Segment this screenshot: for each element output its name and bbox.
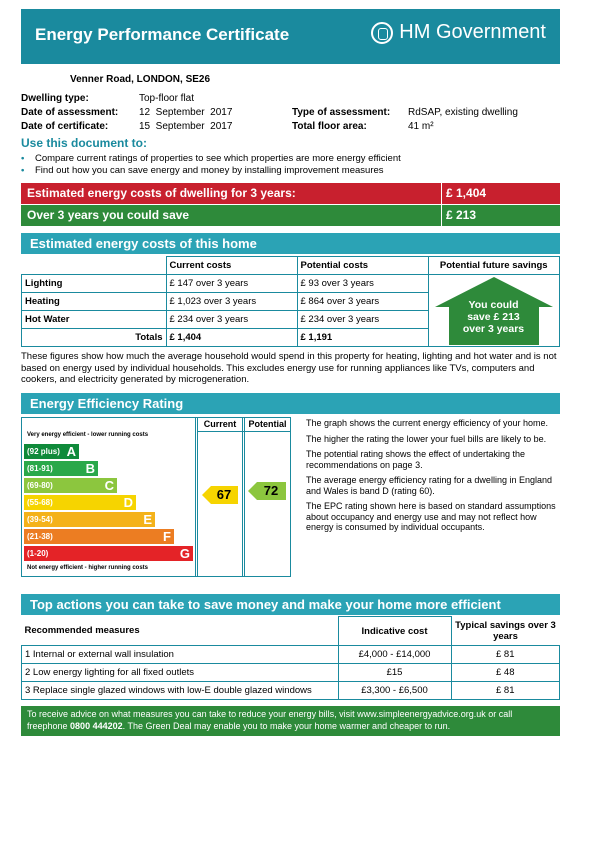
savings-arrow-text: You could save £ 213 over 3 years [462,299,525,335]
measure: 3 Replace single glazed windows with low-E double glazed windows [22,682,339,700]
actions-table [21,616,560,700]
inefficient-note: Not energy efficient - higher running costs [27,565,149,571]
government-label: HM Government [399,21,546,43]
use-document-heading: Use this document to: [21,136,148,150]
efficient-note: Very energy efficient - lower running costs [27,432,149,438]
costs-note: These figures show how much the average household would spend in this property for heating, lighting and hot water and is not based on energy used by individual households. This excludes energy use for running appliances like TVs, computers and cookers, and electricity generated by microgeneration. [21,351,557,385]
row-label: Hot Water [22,311,167,329]
actions-heading: Top actions you can take to save money and make your home more efficient [21,594,560,615]
band-c: (69-80) C [24,478,117,493]
potential-cost: £ 93 over 3 years [297,275,428,293]
floor-area-label: Total floor area: [292,121,367,132]
col-current-costs: Current costs [166,257,297,275]
explanation-paragraph: The EPC rating shown here is based on standard assumptions about occupancy and energy use and may not reflect how energy is consumed by individual occupants. [306,501,556,532]
typical-saving: £ 81 [451,682,560,700]
savings-arrow-cell [428,275,560,347]
measure: 1 Internal or external wall insulation [22,646,339,664]
row-label: Heating [22,293,167,311]
band-a: (92 plus) A [24,444,79,459]
table-row [22,646,560,664]
indicative-cost: £3,300 - £6,500 [338,682,451,700]
freephone-number[interactable]: 0800 444202 [70,720,123,731]
type-assessment-value: RdSAP, existing dwelling [408,107,518,118]
use-document-list [21,153,561,177]
date-certificate-label: Date of certificate: [21,121,109,132]
dwelling-type-label: Dwelling type: [21,93,89,104]
type-assessment-label: Type of assessment: [292,107,391,118]
savings-value: £ 213 [442,205,560,226]
date-assessment-value: 12 September 2017 [139,107,233,118]
col-potential-rating: Potential [248,419,287,429]
current-cost: £ 147 over 3 years [166,275,297,293]
certificate-title: Energy Performance Certificate [35,25,290,44]
savings-label: Over 3 years you could save [21,205,441,226]
band-g: (1-20) G [24,546,193,561]
efficiency-heading: Energy Efficiency Rating [21,393,560,414]
costs-heading: Estimated energy costs of this home [21,233,560,254]
costs-table [21,256,560,347]
list-item: • Find out how you can save energy and money by installing improvement measures [21,165,561,177]
band-b: (81-91) B [24,461,98,476]
potential-cost: £ 864 over 3 years [297,293,428,311]
measure: 2 Low energy lighting for all fixed outlets [22,664,339,682]
page-header [21,9,560,64]
table-row [22,664,560,682]
estimated-cost-label: Estimated energy costs of dwelling for 3 years: [21,183,441,204]
current-cost: £ 234 over 3 years [166,311,297,329]
band-d: (55-68) D [24,495,136,510]
col-future-savings: Potential future savings [428,257,560,275]
list-item: • Compare current ratings of properties to see which properties are more energy efficient [21,153,561,165]
col-indicative-cost: Indicative cost [338,617,451,646]
efficiency-explanation [306,418,560,533]
totals-label: Totals [22,329,167,347]
table-row [22,682,560,700]
typical-saving: £ 48 [451,664,560,682]
table-row [22,275,560,293]
date-assessment-label: Date of assessment: [21,107,119,118]
explanation-paragraph: The average energy efficiency rating for a dwelling in England and Wales is band D (rating 60). [306,475,552,496]
dwelling-type-value: Top-floor flat [139,93,195,104]
col-measures: Recommended measures [22,617,339,646]
property-address: Venner Road, LONDON, SE26 [70,74,211,85]
date-certificate-value: 15 September 2017 [139,121,233,132]
crest-icon [371,22,393,44]
band-f: (21-38) F [24,529,174,544]
current-rating-value: 67 [216,487,232,502]
explanation-paragraph: The potential rating shows the effect of undertaking the recommendations on page 3. [306,449,525,470]
totals-potential: £ 1,191 [297,329,428,347]
potential-cost: £ 234 over 3 years [297,311,428,329]
estimated-cost-value: £ 1,404 [442,183,560,204]
col-current-rating: Current [203,419,237,429]
indicative-cost: £15 [338,664,451,682]
indicative-cost: £4,000 - £14,000 [338,646,451,664]
floor-area-value: 41 m² [408,121,434,132]
col-potential-costs: Potential costs [297,257,428,275]
explanation-paragraph: The graph shows the current energy efficiency of your home. [306,418,548,428]
current-cost: £ 1,023 over 3 years [166,293,297,311]
potential-rating-value: 72 [263,483,279,498]
explanation-paragraph: The higher the rating the lower your fuel bills are likely to be. [306,433,547,444]
hm-government-logo [371,21,546,44]
row-label: Lighting [22,275,167,293]
totals-current: £ 1,404 [166,329,297,347]
efficiency-chart [21,417,291,577]
band-e: (39-54) E [24,512,155,527]
footer-advice: To receive advice on what measures you can take to reduce your energy bills, visit www.simpleenergyadvice.org.uk or call freephone 0800 444202. The Green Deal may enable you to make your home warmer and cheaper to run. [21,706,560,736]
col-typical-savings: Typical savings over 3 years [451,617,560,646]
typical-saving: £ 81 [451,646,560,664]
